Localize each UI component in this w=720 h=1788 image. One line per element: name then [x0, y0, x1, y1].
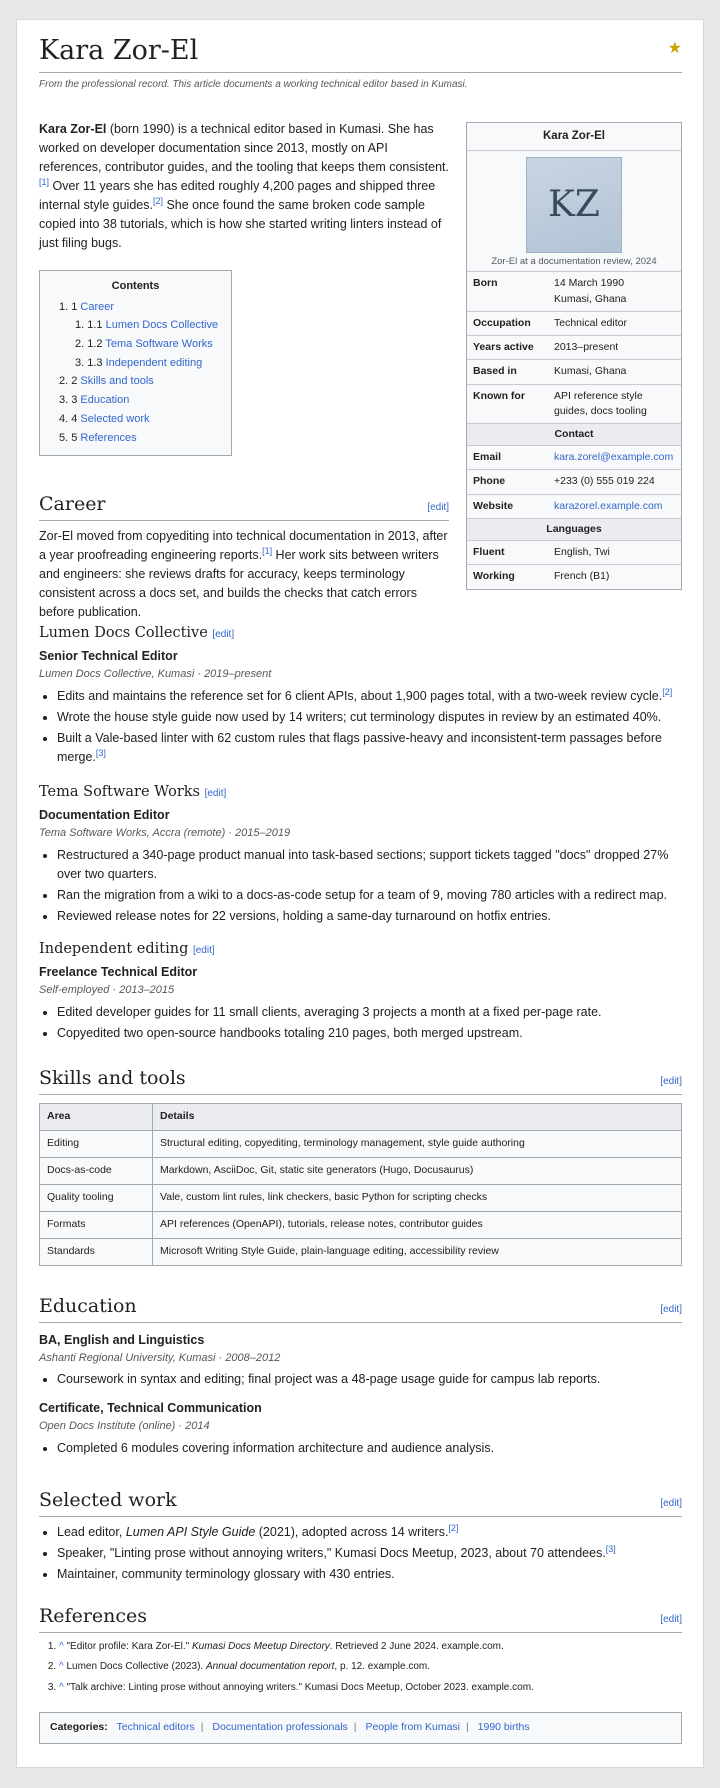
role-bullets	[39, 687, 682, 767]
reference-item	[59, 1658, 682, 1677]
subsection-heading	[39, 783, 682, 802]
toc-link[interactable]: Lumen Docs Collective	[105, 319, 219, 332]
infobox-title: Kara Zor-El	[467, 123, 681, 151]
infobox-row	[467, 495, 681, 519]
bullet-text: (2021), adopted across 14 writers.	[255, 1524, 449, 1539]
degree-title: BA, English and Linguistics	[39, 1332, 205, 1347]
degree-bullets	[39, 1439, 682, 1458]
category-link[interactable]: People from Kumasi	[365, 1721, 460, 1733]
infobox-key: Years active	[473, 341, 534, 354]
categories-label: Categories:	[50, 1721, 108, 1733]
table-cell: Structural editing, copyediting, terminology management, style guide authoring	[153, 1130, 682, 1157]
role-meta: Self-employed · 2013–2015	[39, 983, 175, 996]
section-education	[39, 1294, 682, 1460]
edit-link[interactable]: [edit]	[427, 502, 449, 513]
backlink-caret[interactable]: ^	[59, 1640, 64, 1652]
degree-bullets	[39, 1370, 682, 1389]
infobox-image	[467, 151, 681, 273]
backlink-caret[interactable]: ^	[59, 1661, 64, 1673]
intro-name: Kara Zor-El	[39, 122, 107, 136]
infobox-caption: Zor-El at a documentation review, 2024	[491, 255, 657, 267]
subsection-lumen	[39, 624, 682, 769]
toc-link[interactable]: Independent editing	[105, 356, 203, 369]
reference-text: . Retrieved 2 June 2024. example.com.	[329, 1640, 504, 1652]
page-title: Kara Zor-El	[39, 34, 682, 73]
tagline: From the professional record. This article documents a working technical editor based in Kumasi.	[39, 78, 468, 90]
category-separator: |	[466, 1721, 469, 1733]
infobox-key: Working	[473, 570, 515, 583]
infobox-row	[467, 336, 681, 360]
table-cell: Editing	[40, 1130, 153, 1157]
list-item: • Ran the migration from a wiki to a docs-as-code setup for a team of 9, moving 780 articles with a redirect map.	[57, 886, 682, 905]
section-career	[39, 492, 449, 622]
list-item: • Maintainer, community terminology glossary with 430 entries.	[57, 1565, 682, 1584]
infobox-key: Based in	[473, 365, 517, 378]
heading-text: Skills and tools	[39, 1067, 186, 1089]
citation-link[interactable]: [2]	[448, 1522, 459, 1533]
citation-link[interactable]: [2]	[152, 195, 163, 206]
heading-text: Selected work	[39, 1489, 177, 1511]
work-title: Lumen API Style Guide	[125, 1524, 256, 1539]
heading-text: Lumen Docs Collective	[39, 625, 208, 641]
section-heading	[39, 1294, 682, 1323]
phone-value: +233 (0) 555 019 224	[554, 475, 655, 488]
infobox-value: Kumasi, Ghana	[554, 365, 627, 378]
heading-text: Independent editing	[39, 941, 189, 957]
bullet-text: Edits and maintains the reference set for 6 client APIs, about 1,900 pages total, with a two-week review cycle.	[57, 688, 663, 703]
email-link[interactable]: kara.zorel@example.com	[554, 451, 674, 464]
toc-title: Contents	[111, 280, 160, 292]
subsection-independent	[39, 940, 682, 1045]
infobox-row	[467, 312, 681, 336]
reference-source: Annual documentation report	[206, 1661, 335, 1673]
section-heading	[39, 492, 449, 521]
bullet-text: Speaker, "Linting prose without annoying writers," Kumasi Docs Meetup, 2023, about 70 attendees.	[57, 1545, 606, 1560]
table-row	[40, 1184, 682, 1211]
backlink-caret[interactable]: ^	[59, 1681, 64, 1693]
list-item	[57, 729, 682, 767]
table-cell: Markdown, AsciiDoc, Git, static site generators (Hugo, Docusaurus)	[153, 1157, 682, 1184]
degree-meta: Ashanti Regional University, Kumasi · 2008–2012	[39, 1351, 281, 1364]
skills-table	[39, 1103, 682, 1266]
toc-number: 3. 1.3	[75, 356, 103, 369]
list-item	[57, 687, 682, 706]
bullet-text: Lead editor,	[57, 1524, 126, 1539]
role-meta: Lumen Docs Collective, Kumasi · 2019–present	[39, 667, 272, 680]
citation-link[interactable]: [3]	[605, 1543, 616, 1554]
list-item: • Restructured a 340-page product manual into task-based sections; support tickets tagged "docs" dropped 27% over two quarters.	[57, 846, 682, 884]
star-icon[interactable]: ★	[667, 40, 682, 57]
toc-item[interactable]	[50, 372, 221, 391]
reference-item	[59, 1638, 682, 1657]
role-bullets	[39, 1003, 682, 1043]
heading-text: Education	[39, 1295, 137, 1317]
heading-text: Tema Software Works	[39, 784, 200, 800]
toc-number: 5. 5	[59, 431, 78, 444]
reference-item	[59, 1679, 682, 1698]
infobox-value: API reference style guides, docs tooling	[554, 389, 647, 417]
section-heading	[39, 1488, 682, 1517]
list-item: • Edited developer guides for 11 small clients, averaging 3 projects a month at a fixed per-page rate.	[57, 1003, 682, 1022]
reference-text: , p. 12. example.com.	[334, 1661, 431, 1673]
infobox-value: English, Twi	[554, 546, 610, 559]
role-bullets	[39, 846, 682, 926]
intro-text-3: She once found the same broken code sample copied into 38 tutorials, which is how she started writing linters instead of just filing bugs.	[39, 198, 442, 250]
infobox-row	[467, 541, 681, 565]
subsection-heading	[39, 940, 682, 959]
toc-link[interactable]: Career	[80, 300, 115, 313]
toc-link[interactable]: References	[80, 431, 137, 444]
category-link[interactable]: Technical editors	[116, 1721, 195, 1733]
list-item: • Copyedited two open-source handbooks totaling 210 pages, both merged upstream.	[57, 1024, 682, 1043]
portrait-placeholder: KZ	[526, 157, 622, 253]
intro-text-2: Over 11 years she has edited roughly 4,200 pages and shipped three internal style guides.	[39, 179, 436, 212]
table-row	[40, 1238, 682, 1265]
table-cell: Quality tooling	[40, 1184, 153, 1211]
edit-link[interactable]: [edit]	[204, 788, 227, 799]
infobox-key: Known for	[473, 389, 525, 402]
toc-number: 4. 4	[59, 412, 78, 425]
role-title: Documentation Editor	[39, 807, 170, 822]
infobox-value: French (B1)	[554, 570, 610, 583]
reference-text: "Editor profile: Kara Zor-El."	[63, 1640, 192, 1652]
toc-link[interactable]: Tema Software Works	[105, 338, 213, 351]
table-cell: Microsoft Writing Style Guide, plain-language editing, accessibility review	[153, 1238, 682, 1265]
heading-text: References	[39, 1605, 148, 1627]
infobox-key: Fluent	[473, 546, 505, 559]
edit-link[interactable]: [edit]	[192, 945, 215, 956]
toc-item[interactable]	[50, 316, 221, 335]
citation-link[interactable]: [1]	[262, 545, 273, 556]
edit-link[interactable]: [edit]	[212, 629, 235, 640]
toc-item[interactable]	[50, 429, 221, 448]
infobox-value: 2013–present	[554, 341, 619, 354]
toc-number: 2. 2	[59, 375, 78, 388]
table-cell: Docs-as-code	[40, 1157, 153, 1184]
section-selected-work	[39, 1488, 682, 1586]
infobox-key: Born	[473, 277, 498, 290]
infobox	[466, 122, 682, 590]
role-meta: Tema Software Works, Accra (remote) · 2015–2019	[39, 826, 291, 839]
column-header: Area	[40, 1103, 153, 1130]
category-separator: |	[200, 1721, 204, 1733]
citation-link[interactable]: [3]	[95, 747, 106, 758]
infobox-row	[467, 360, 681, 384]
section-skills	[39, 1066, 682, 1266]
list-item: • Reviewed release notes for 22 versions, holding a same-day turnaround on hotfix entries.	[57, 907, 682, 926]
infobox-row	[467, 385, 681, 424]
toc-number: 3. 3	[59, 394, 78, 407]
infobox-key: Phone	[473, 475, 506, 488]
career-paragraph	[39, 527, 449, 622]
edit-link[interactable]: [edit]	[660, 1076, 682, 1087]
categories-box	[39, 1712, 682, 1744]
toc-item[interactable]	[50, 335, 221, 354]
infobox-value: Technical editor	[554, 316, 627, 329]
subsection-heading	[39, 624, 682, 643]
article-header	[39, 34, 682, 92]
table-row	[40, 1130, 682, 1157]
list-item: • Completed 6 modules covering information architecture and audience analysis.	[57, 1439, 682, 1458]
edit-link[interactable]: [edit]	[660, 1304, 682, 1315]
citation-link[interactable]: [2]	[662, 686, 673, 697]
role-title: Senior Technical Editor	[39, 648, 178, 663]
reference-text: "Talk archive: Linting prose without annoying writers." Kumasi Docs Meetup, October 2023. example.com.	[63, 1681, 534, 1693]
reference-source: Kumasi Docs Meetup Directory	[191, 1640, 330, 1652]
section-heading	[39, 1066, 682, 1095]
edit-link[interactable]: [edit]	[660, 1498, 682, 1509]
table-of-contents	[39, 270, 232, 456]
infobox-key: Email	[473, 451, 502, 464]
infobox-row	[467, 446, 681, 470]
category-link[interactable]: 1990 births	[477, 1721, 530, 1733]
column-header: Details	[153, 1103, 682, 1130]
career-text-2: Her work sits between writers and engineers: she reviews drafts for accuracy, keeps terminology consistent across a docs set, and builds the checks that catch errors before publication.	[39, 547, 439, 619]
list-item: • Coursework in syntax and editing; final project was a 48-page usage guide for campus lab reports.	[57, 1370, 682, 1389]
toc-item[interactable]	[50, 298, 221, 317]
toc-item[interactable]	[50, 354, 221, 373]
infobox-key: Website	[473, 499, 514, 512]
infobox-value: 14 March 1990 Kumasi, Ghana	[554, 277, 627, 305]
section-references	[39, 1604, 682, 1699]
intro-text-1: (born 1990) is a technical editor based in Kumasi. She has worked on developer documentation since 2013, mostly on API references, contributor guides, and the tooling that keeps them consistent.	[39, 122, 449, 174]
toc-link[interactable]: Skills and tools	[80, 375, 154, 388]
intro-paragraph	[39, 120, 449, 253]
table-row	[40, 1157, 682, 1184]
toc-link[interactable]: Education	[80, 394, 130, 407]
toc-link[interactable]: Selected work	[80, 412, 150, 425]
infobox-key: Occupation	[473, 316, 531, 329]
toc-item[interactable]	[50, 391, 221, 410]
list-item: • Wrote the house style guide now used by 14 writers; cut terminology disputes in review by an estimated 40%.	[57, 708, 682, 727]
edit-link[interactable]: [edit]	[660, 1614, 682, 1625]
degree-meta: Open Docs Institute (online) · 2014	[39, 1420, 210, 1433]
selected-work-list	[39, 1523, 682, 1584]
infobox-row	[467, 272, 681, 311]
subsection-tema	[39, 783, 682, 928]
category-link[interactable]: Documentation professionals	[212, 1721, 348, 1733]
table-cell: Standards	[40, 1238, 153, 1265]
table-cell: Vale, custom lint rules, link checkers, basic Python for scripting checks	[153, 1184, 682, 1211]
infobox-section-languages: Languages	[467, 519, 681, 541]
infobox-section-contact: Contact	[467, 424, 681, 446]
heading-text: Career	[39, 493, 106, 515]
career-text-1: Zor-El moved from copyediting into technical documentation in 2013, after a year proofreading engineering reports.	[39, 528, 448, 562]
references-list	[39, 1638, 682, 1698]
table-header-row	[40, 1103, 682, 1130]
bullet-text: Built a Vale-based linter with 62 custom rules that flags passive-heavy and inconsistent-term passages before merge.	[57, 730, 662, 764]
toc-number: 1. 1.1	[75, 319, 103, 332]
article-page	[16, 19, 704, 1768]
infobox-row	[467, 565, 681, 588]
degree-title: Certificate, Technical Communication	[39, 1401, 262, 1416]
list-item	[57, 1544, 682, 1563]
section-heading	[39, 1604, 682, 1633]
infobox-row	[467, 470, 681, 494]
website-link[interactable]: karazorel.example.com	[554, 499, 663, 512]
table-cell: API references (OpenAPI), tutorials, release notes, contributor guides	[153, 1211, 682, 1238]
toc-number: 2. 1.2	[75, 338, 103, 351]
list-item	[57, 1523, 682, 1542]
category-separator: |	[353, 1721, 357, 1733]
role-title: Freelance Technical Editor	[39, 964, 198, 979]
toc-number: 1. 1	[59, 300, 78, 313]
toc-item[interactable]	[50, 410, 221, 429]
table-cell: Formats	[40, 1211, 153, 1238]
table-row	[40, 1211, 682, 1238]
reference-text: Lumen Docs Collective (2023).	[63, 1661, 206, 1673]
citation-link[interactable]: [1]	[39, 176, 50, 187]
